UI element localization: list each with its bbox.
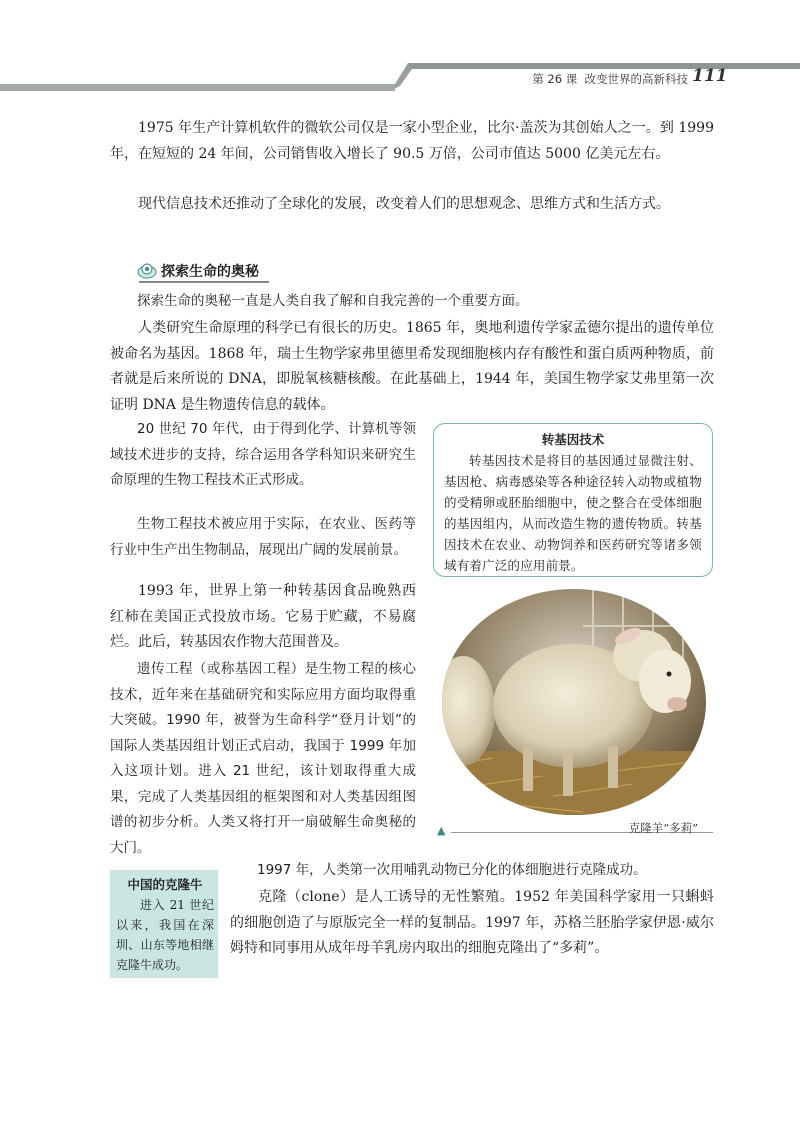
- intro-paragraph-1: 1975 年生产计算机软件的微软公司仅是一家小型企业，比尔·盖茨为其创始人之一。到 1999 年，在短短的 24 年间，公司销售收入增长了 90.5 万倍，公司市值达 5000 亿美元左右。: [110, 120, 714, 162]
- transgenic-sidebar-text: 转基因技术是将目的基因通过显微注射、基因枪、病毒感染等各种途径转入动物或植物的受精卵或胚胎细胞中，使之整合在受体细胞的基因组内，从而改造生物的遗传物质。转基因技术在农业、动物饲养和医药研究等诸多领域有着广泛的应用前景。: [444, 453, 702, 573]
- page-number: 111: [692, 66, 728, 86]
- column-paragraph-3: 1993 年，世界上第一种转基因食品晚熟西红柿在美国正式投放市场。它易于贮藏，不易腐烂。此后，转基因农作物大范围普及。: [110, 583, 416, 650]
- section-paragraph-2: 人类研究生命原理的科学已有很长的历史。1865 年，奥地利遗传学家孟德尔提出的遗传单位被命名为基因。1868 年，瑞士生物学家弗里德里希发现细胞核内存有酸性和蛋白质两种物质，前者就是后来所说的 DNA，即脱氧核糖核酸。在此基础上，1944 年，美国生物学家艾弗里第一次证明 DNA 是生物遗传信息的载体。: [110, 320, 714, 413]
- column-paragraph-1: 20 世纪 70 年代，由于得到化学、计算机等领域技术进步的支持，综合运用各学科知识来研究生命原理的生物工程技术正式形成。: [110, 421, 416, 488]
- section-paragraph-1: 探索生命的奥秘一直是人类自我了解和自我完善的一个重要方面。: [137, 293, 529, 309]
- intro-paragraph-2: 现代信息技术还推动了全球化的发展，改变着人们的思想观念、思维方式和生活方式。: [138, 196, 670, 212]
- section-heading: [137, 261, 259, 281]
- photo-caption: 克隆羊“多莉”: [628, 821, 698, 835]
- clone-paragraph-2: 克隆（clone）是人工诱导的无性繁殖。1952 年美国科学家用一只蝌蚪的细胞创造了与原版完全一样的复制品。1997 年，苏格兰胚胎学家伊恩·威尔姆特和同事用从成年母羊乳房内取出的细胞克隆出了“多莉”。: [230, 889, 714, 956]
- section-ornament-icon: [137, 262, 157, 280]
- clone-paragraph-1: 1997 年，人类第一次用哺乳动物已分化的体细胞进行克隆成功。: [257, 862, 647, 878]
- china-clone-sidebar: [110, 870, 218, 978]
- header-title: 改变世界的高新科技: [584, 72, 688, 86]
- transgenic-sidebar-title: 转基因技术: [541, 432, 605, 447]
- section-title: 探索生命的奥秘: [161, 264, 259, 280]
- china-clone-sidebar-text: 进入 21 世纪以来，我国在深圳、山东等地相继克隆牛成功。: [116, 898, 214, 972]
- column-paragraph-4: 遗传工程（或称基因工程）是生物工程的核心技术，近年来在基础研究和实际应用方面均取得重大突破。1990 年，被誉为生命科学“登月计划”的国际人类基因组计划正式启动，我国于 1999 年加入这项计划。进入 21 世纪，该计划取得重大成果，完成了人类基因组的框架图和对人类基因组图谱的初步分析。人类又将打开一扇破解生命奥秘的大门。: [110, 661, 416, 856]
- section-underline: [139, 281, 269, 283]
- transgenic-sidebar: [433, 423, 713, 577]
- dolly-sheep-photo: [433, 586, 715, 818]
- caption-triangle-icon: ▲: [437, 824, 446, 837]
- china-clone-sidebar-title: 中国的克隆牛: [127, 877, 203, 892]
- header-lesson: 第 26 课 改变世界的高新科技: [532, 72, 688, 86]
- column-paragraph-2: 生物工程技术被应用于实际，在农业、医药等行业中生产出生物制品，展现出广阔的发展前景。: [110, 516, 416, 558]
